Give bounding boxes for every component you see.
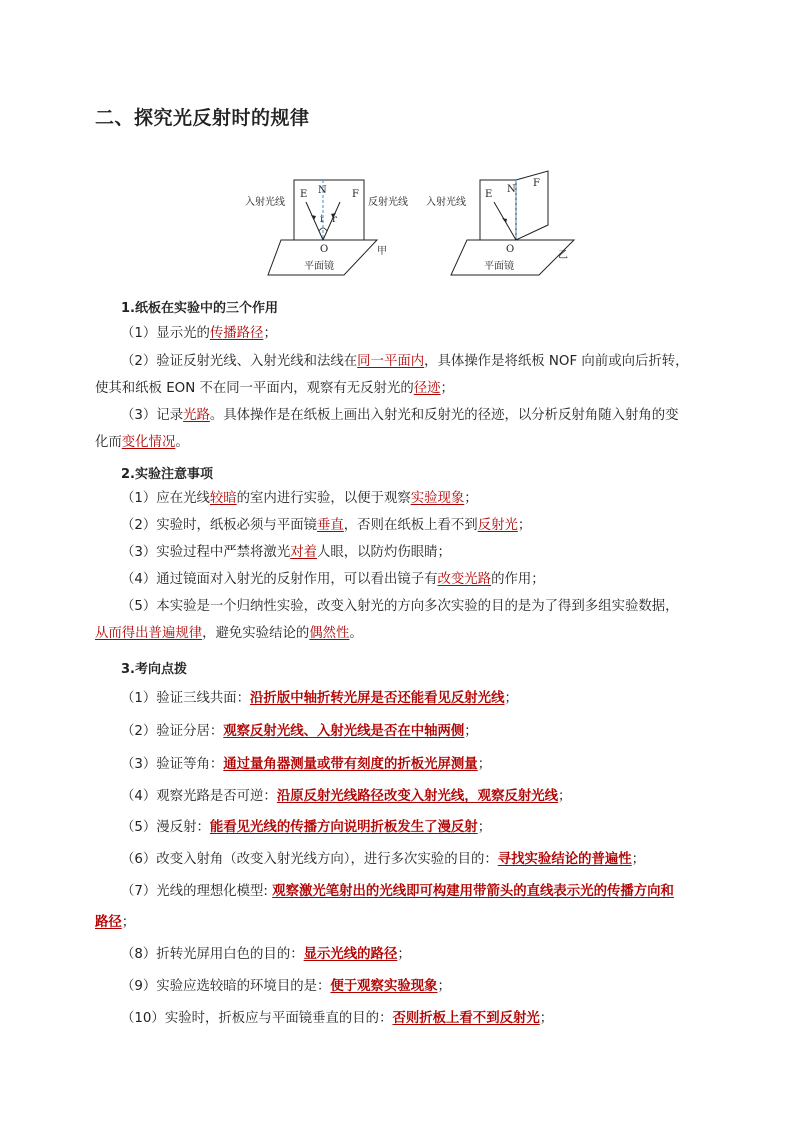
s1-paragraph-2-line-2: 使其和纸板 EON 不在同一平面内，观察有无反射光的径迹； <box>95 381 454 396</box>
answer: 较暗 <box>209 491 237 506</box>
answer: 光路 <box>183 408 210 423</box>
s2-item-3: （3）实验过程中严禁将激光对着人眼，以防灼伤眼睛； <box>121 545 451 560</box>
answer: 反射光 <box>477 518 518 533</box>
s3-item: （10）实验时，折板应与平面镜垂直的目的：否则折板上看不到反射光； <box>121 1011 554 1026</box>
s1-paragraph-2-line-1: （2）验证反射光线、入射光线和法线在同一平面内，具体操作是将纸板 NOF 向前或向后折转， <box>121 354 689 369</box>
tag-yi: 乙 <box>558 250 568 261</box>
label-F-right: F <box>533 178 540 189</box>
tag-jia: 甲 <box>377 246 387 257</box>
answer: 垂直 <box>317 518 344 533</box>
answer: 沿折版中轴折转光屏是否还能看见反射光线 <box>250 691 505 706</box>
label-r: r <box>332 214 337 225</box>
answer: 偶然性 <box>309 626 350 641</box>
s2-item-5-line-2: 从而得出普遍规律，避免实验结论的偶然性。 <box>95 626 363 641</box>
s3-item: （3）验证等角：通过量角器测量或带有刻度的折板光屏测量； <box>121 757 492 772</box>
reflection-experiment-figure <box>236 168 596 280</box>
answer: 传播路径 <box>209 326 264 341</box>
incident-ray-label: 入射光线 <box>245 197 285 208</box>
answer: 观察激光笔射出的光线即可构建用带箭头的直线表示光的传播方向和 <box>272 884 674 899</box>
s1-paragraph-3-line-2: 化而变化情况。 <box>95 435 189 450</box>
answer: 实验现象 <box>410 491 465 506</box>
s3-item: （9）实验应选较暗的环境目的是：便于观察实验现象； <box>121 979 451 994</box>
section-3-heading: 3.考向点拨 <box>121 662 187 677</box>
answer: 变化情况 <box>121 435 176 450</box>
s2-item-5-line-1: （5）本实验是一个归纳性实验，改变入射光的方向多次实验的目的是为了得到多组实验数据， <box>121 599 679 614</box>
answer: 改变光路 <box>437 572 492 587</box>
section-2-heading: 2.实验注意事项 <box>121 467 213 482</box>
reflected-ray-label: 反射光线 <box>368 197 408 208</box>
s3-item: （1）验证三线共面：沿折版中轴折转光屏是否还能看见反射光线； <box>121 691 518 706</box>
s2-item-4: （4）通过镜面对入射光的反射作用，可以看出镜子有改变光路的作用； <box>121 572 545 587</box>
s1-paragraph-3-line-1: （3）记录光路。具体操作是在纸板上画出入射光和反射光的径迹，以分析反射角随入射角的变 <box>121 408 679 423</box>
label-N-right: N <box>507 184 516 195</box>
s3-item: （7）光线的理想化模型: 观察激光笔射出的光线即可构建用带箭头的直线表示光的传播方向和 <box>121 884 674 899</box>
mirror-label: 平面镜 <box>304 261 334 272</box>
s3-item: （8）折转光屏用白色的目的：显示光线的路径； <box>121 947 411 962</box>
label-N: N <box>318 185 327 196</box>
figure-svg <box>236 168 596 280</box>
answer: 路径 <box>95 915 122 930</box>
label-E-right: E <box>485 189 493 200</box>
answer: 寻找实验结论的普遍性 <box>497 852 632 867</box>
answer: 否则折板上看不到反射光 <box>392 1011 540 1026</box>
s3-item: （6）改变入射角（改变入射光线方向），进行多次实验的目的：寻找实验结论的普遍性； <box>121 852 646 867</box>
label-O: O <box>320 244 329 255</box>
s2-item-1: （1）应在光线较暗的室内进行实验，以便于观察实验现象； <box>121 491 478 506</box>
section-1-heading: 1.纸板在实验中的三个作用 <box>121 301 278 316</box>
label-O-right: O <box>506 244 515 255</box>
s3-item-continuation: 路径； <box>95 915 136 930</box>
label-F: F <box>352 189 359 200</box>
s3-item: （2）验证分居：观察反射光线、入射光线是否在中轴两侧； <box>121 724 478 739</box>
answer: 对着 <box>290 545 317 560</box>
label-E: E <box>300 189 308 200</box>
answer: 观察反射光线、入射光线是否在中轴两侧 <box>223 724 465 739</box>
mirror-label-right: 平面镜 <box>484 261 514 272</box>
diagram-jia <box>245 180 408 275</box>
label-i: i <box>320 214 324 225</box>
answer: 显示光线的路径 <box>303 947 398 962</box>
answer: 能看见光线的传播方向说明折板发生了漫反射 <box>209 820 478 835</box>
answer: 径迹 <box>413 381 441 396</box>
answer: 同一平面内 <box>357 354 425 369</box>
s1-paragraph-1: （1）显示光的传播路径； <box>121 326 277 341</box>
incident-ray-label-right: 入射光线 <box>426 197 466 208</box>
s3-item: （4）观察光路是否可逆：沿原反射光线路径改变入射光线，观察反射光线； <box>121 789 572 804</box>
answer: 从而得出普遍规律 <box>95 626 203 641</box>
answer: 便于观察实验现象 <box>330 979 438 994</box>
answer: 沿原反射光线路径改变入射光线，观察反射光线 <box>276 789 559 804</box>
diagram-yi <box>426 171 574 275</box>
s2-item-2: （2）实验时，纸板必须与平面镜垂直，否则在纸板上看不到反射光； <box>121 518 532 533</box>
page-title: 二、探究光反射时的规律 <box>95 107 310 129</box>
s3-item: （5）漫反射：能看见光线的传播方向说明折板发生了漫反射； <box>121 820 492 835</box>
answer: 通过量角器测量或带有刻度的折板光屏测量 <box>223 757 478 772</box>
